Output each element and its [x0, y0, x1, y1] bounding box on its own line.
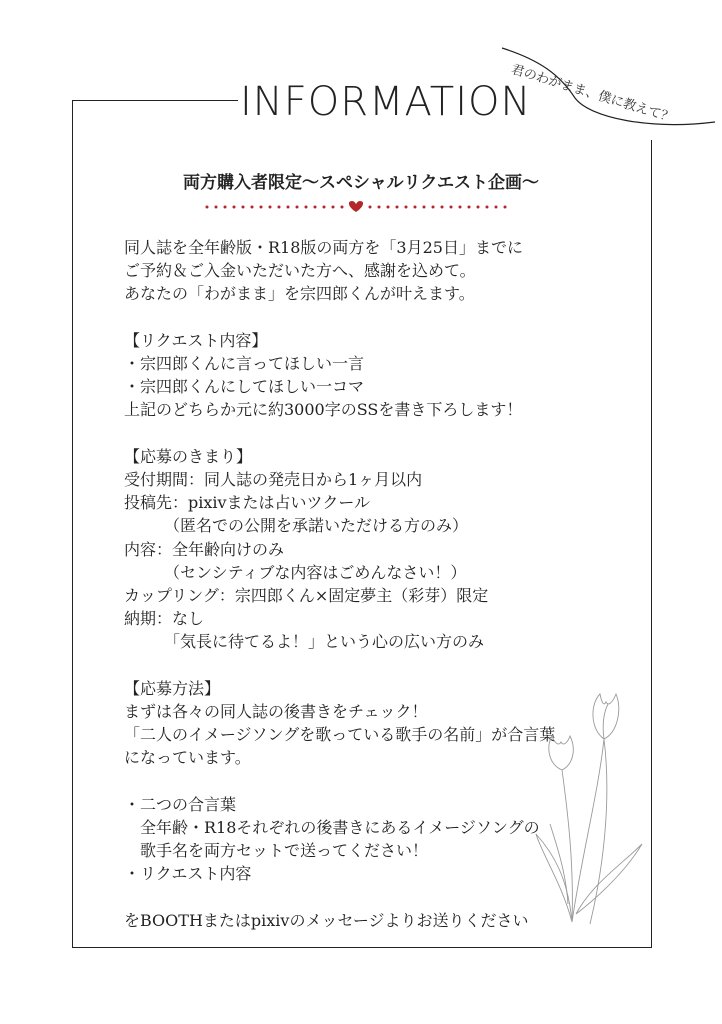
- body-line: [124, 654, 604, 677]
- body-line: 歌手名を両方セットで送ってください！: [124, 841, 429, 861]
- body-line: （匿名での公開を承諾いただける方のみ）: [124, 516, 469, 536]
- body-line: 「気長に待てるよ！」という心の広い方のみ: [124, 632, 485, 652]
- body-line: [124, 422, 604, 445]
- body-line: [124, 306, 604, 329]
- body-line: 「二人のイメージソングを歌っている歌手の名前」が合言葉: [124, 725, 556, 745]
- body-line: 納期：なし: [124, 609, 205, 629]
- body-line: になっています。: [124, 748, 251, 768]
- page-title: INFORMATION: [240, 79, 532, 125]
- body-line: あなたの「わがまま」を宗四郎くんが叶えます。: [124, 284, 475, 304]
- body-line: 上記のどちらか元に約3000字のSSを書き下ろします！: [124, 400, 523, 420]
- heart-icon: [349, 201, 363, 212]
- section-heading: 【応募のきまり】: [124, 446, 253, 466]
- body-line: ・リクエスト内容: [124, 864, 252, 884]
- frame-top-left: [72, 100, 238, 101]
- dotted-divider: [205, 199, 515, 215]
- section-heading: 【リクエスト内容】: [124, 330, 268, 350]
- body-line: （センシティブな内容はごめんなさい！）: [124, 562, 467, 582]
- body-line: まずは各々の同人誌の後書きをチェック！: [124, 702, 428, 722]
- section-heading: 【応募方法】: [124, 678, 221, 698]
- body-line: 全年齢・R18それぞれの後書きにあるイメージソングの: [124, 818, 540, 838]
- body-line: カップリング：宗四郎くん×固定夢主（彩芽）限定: [124, 586, 489, 606]
- body-line: ・二つの合言葉: [124, 794, 237, 814]
- body-line: ・宗四郎くんにしてほしい一コマ: [124, 377, 365, 397]
- body-line: 投稿先：pixivまたは占いツクール: [124, 493, 371, 513]
- body-line: をBOOTHまたはpixivのメッセージよりお送りください: [124, 910, 529, 930]
- body-line: 内容：全年齢向けのみ: [124, 539, 285, 559]
- tagline-decoration: [500, 30, 720, 130]
- body-line: ・宗四郎くんに言ってほしい一言: [124, 354, 365, 373]
- frame-left: [72, 100, 73, 948]
- body-line: 受付期間：同人誌の発売日から1ヶ月以内: [124, 470, 423, 489]
- tulip-illustration: [532, 684, 682, 934]
- body-line: 同人誌を全年齢版・R18版の両方を「3月25日」までに: [124, 238, 523, 257]
- tagline: 君のわがまま、僕に教えて？: [509, 62, 676, 127]
- campaign-subtitle: 両方購入者限定〜スペシャルリクエスト企画〜: [183, 173, 539, 193]
- body-line: ご予約＆ご入金いただいた方へ、感謝を込めて。: [124, 261, 476, 281]
- frame-bottom: [72, 947, 652, 948]
